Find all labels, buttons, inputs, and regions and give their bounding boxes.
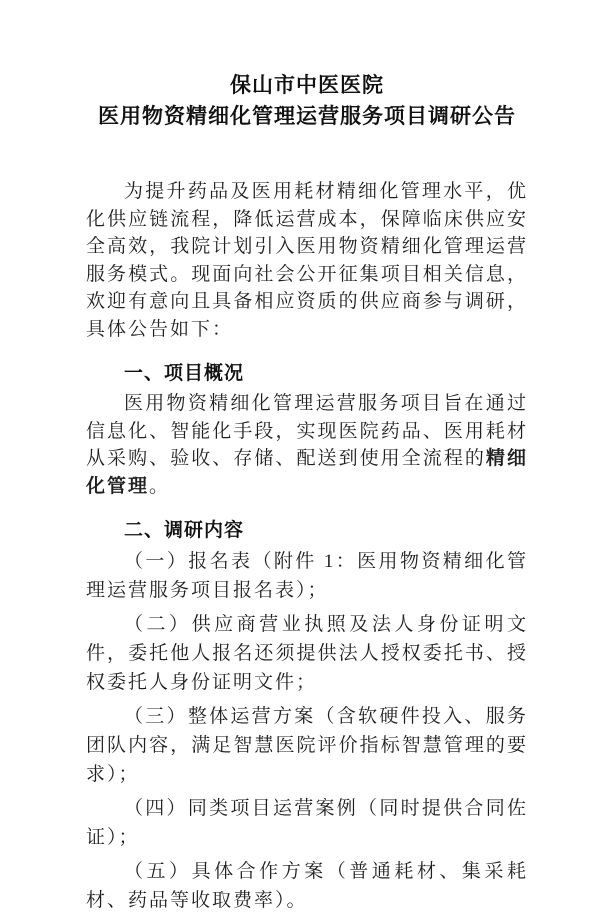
intro-paragraph: 为提升药品及医用耗材精细化管理水平，优化供应链流程，降低运营成本，保障临床供应安全高效，我院计划引入医用物资精细化管理运营服务模式。现面向社会公开征集项目相关信息，欢迎有意向且具备相应资质的供应商参与调研，具体公告如下： <box>86 181 528 340</box>
title-announcement-name: 医用物资精细化管理运营服务项目调研公告 <box>98 105 516 128</box>
title-hospital-name: 保山市中医医院 <box>230 74 384 97</box>
overview-text-prefix: 医用物资精细化管理运营服务项目旨在通过信息化、智能化手段，实现医院药品、医用耗材从采购、验收、存储、配送到使用全流程的 <box>86 393 528 469</box>
project-overview-paragraph <box>86 390 528 500</box>
section-heading-research-content: 二、调研内容 <box>124 520 245 541</box>
list-item-business-license: （二）供应商营业执照及法人身份证明文件，委托他人报名还须提供法人授权委托书、授权委托人身份证明文件； <box>86 614 528 693</box>
list-item-operation-plan: （三）整体运营方案（含软硬件投入、服务团队内容，满足智慧医院评价指标智慧管理的要求）； <box>86 706 528 785</box>
list-item-similar-cases: （四）同类项目运营案例（同时提供合同佐证）； <box>86 798 528 848</box>
overview-text-emphasis: 精细化管理 <box>86 448 528 497</box>
list-item-cooperation-plan: （五）具体合作方案（普通耗材、集采耗材、药品等收取费率）。 <box>86 861 528 911</box>
list-item-registration-form: （一）报名表（附件 1：医用物资精细化管理运营服务项目报名表）； <box>86 551 528 601</box>
document-title <box>86 70 528 132</box>
overview-text-suffix: 。 <box>149 475 171 497</box>
section-heading-project-overview: 一、项目概况 <box>124 363 245 384</box>
